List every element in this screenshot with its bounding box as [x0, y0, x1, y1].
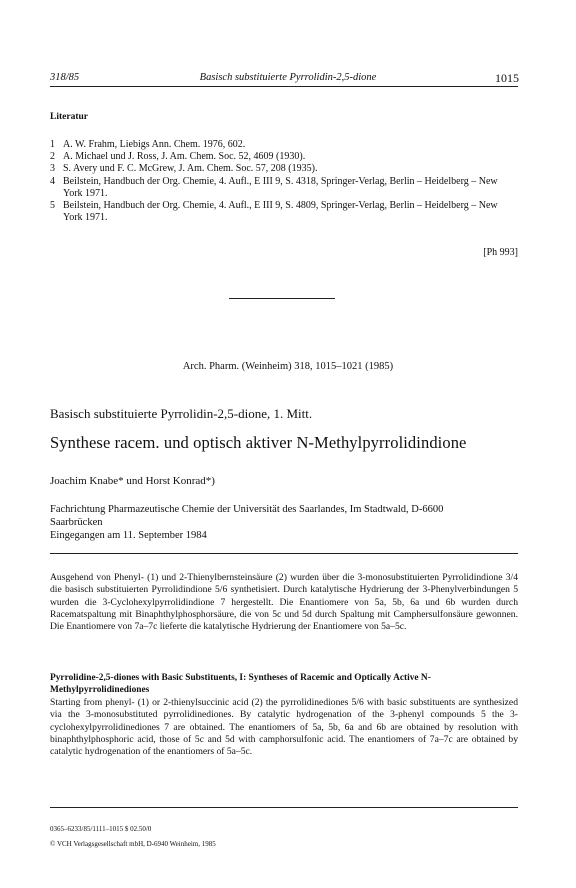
abstract-german: Ausgehend von Phenyl- (1) und 2-Thienylbernsteinsäure (2) wurden über die 3-monosubstituierten Pyrrolidindione 3/4 die basisch substituierten Pyrrolidindione 5/6 synthetisiert. Durch katalytische Hydrierung der 3-Phenylverbindungen 5 wurden die 3-Cyclohexylpyrrolidindione 7 hergestellt. Die Enantiomere von 5a, 5b, 6a und 6b wurden durch Racematspaltung mit Binaphthylphosphorsäure, die von 5c und 5d durch Spaltung mit Camphersulfonsäure gewonnen. Die Enantiomere von 7a–7c lieferte die katalytische Hydrierung der Enantiomere von 5a–5c. — [50, 572, 518, 633]
reference-text: Beilstein, Handbuch der Org. Chemie, 4. Aufl., E III 9, S. 4318, Springer-Verlag, Berlin – Heidelberg – New York 1971. — [63, 175, 498, 199]
journal-citation: Arch. Pharm. (Weinheim) 318, 1015–1021 (1985) — [182, 361, 394, 372]
affiliation — [50, 503, 520, 542]
header-running-title: Basisch substituierte Pyrrolidin-2,5-dione — [199, 72, 377, 83]
issn-line: 0365–6233/85/1111–1015 $ 02.50/0 — [50, 825, 152, 833]
reference-item — [50, 176, 518, 200]
affiliation-line: Fachrichtung Pharmazeutische Chemie der Universität des Saarlandes, Im Stadtwald, D-6600 — [50, 504, 444, 515]
header-rule — [50, 86, 518, 87]
header-volume-issue: 318/85 — [50, 72, 80, 83]
reference-list — [50, 139, 518, 224]
reference-number: 4 — [50, 175, 55, 187]
reference-number: 3 — [50, 163, 55, 175]
section-separator — [229, 298, 335, 299]
article-title: Synthese racem. und optisch aktiver N-Methylpyrrolidindione — [50, 433, 467, 452]
abstract-bottom-rule — [50, 807, 518, 808]
reference-text: A. Michael und J. Ross, J. Am. Chem. Soc. 52, 4609 (1930). — [63, 151, 306, 163]
copyright-line: © VCH Verlagsgesellschaft mbH, D-6940 Weinheim, 1985 — [50, 840, 216, 848]
reference-number: 2 — [50, 151, 55, 163]
affiliation-line: Saarbrücken — [50, 517, 103, 528]
english-title: Pyrrolidine-2,5-diones with Basic Substituents, I: Syntheses of Racemic and Optically Active N-Methylpyrrolidinediones — [50, 673, 431, 695]
reference-item — [50, 139, 518, 151]
abstract-top-rule — [50, 553, 518, 554]
received-date: Eingegangen am 11. September 1984 — [50, 530, 207, 541]
series-title: Basisch substituierte Pyrrolidin-2,5-dione, 1. Mitt. — [50, 406, 313, 421]
literature-heading: Literatur — [50, 112, 88, 122]
reference-number: 1 — [50, 139, 55, 150]
reference-text: A. W. Frahm, Liebigs Ann. Chem. 1976, 602. — [63, 139, 246, 150]
reference-code: [Ph 993] — [483, 247, 518, 258]
reference-text: S. Avery und F. C. McGrew, J. Am. Chem. Soc. 57, 208 (1935). — [63, 163, 318, 175]
reference-number: 5 — [50, 200, 55, 212]
reference-item — [50, 200, 518, 224]
reference-text: Beilstein, Handbuch der Org. Chemie, 4. Aufl., E III 9, S. 4809, Springer-Verlag, Berlin – Heidelberg – New York 1971. — [63, 200, 498, 224]
header-page-number: 1015 — [495, 71, 519, 85]
reference-item — [50, 163, 518, 175]
reference-item — [50, 151, 518, 163]
abstract-english: Starting from phenyl- (1) or 2-thienylsuccinic acid (2) the pyrrolidinediones 5/6 with basic substituents are synthesized via the 3-monosubstituted pyrrolidinediones. By catalytic hydrogenation of the 3-phenyl compounds 5 the 3-cyclohexylpyrrolidinediones 7 are obtained. The enantiomers of 5a, 5b, 6a and 6b are obtained by resolution with binaphthylphosphoric acid, those of 5c and 5d with camphorsulfonic acid. The enantiomers of 7a–7c are obtained by catalytic hydrogenation of the enantiomers of 5a–5c. — [50, 697, 518, 758]
authors: Joachim Knabe* und Horst Konrad*) — [50, 475, 215, 487]
